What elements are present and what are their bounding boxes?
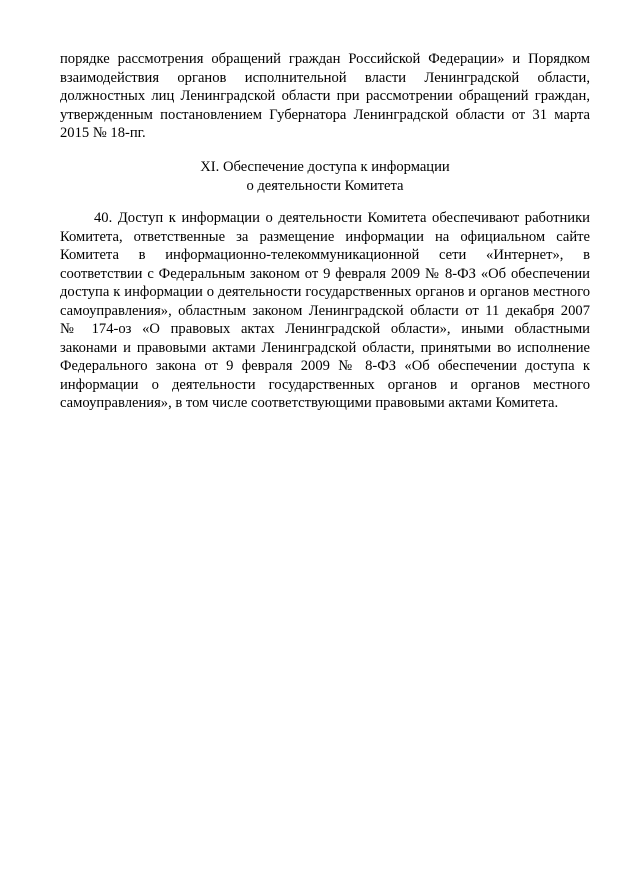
text-line: законами и правовыми актами Ленинградской области, принятыми во исполнение	[60, 339, 590, 356]
text-line: информации о деятельности государственных органов и органов местного	[60, 376, 590, 393]
text-line: порядке рассмотрения обращений граждан Российской Федерации» и Порядком	[60, 51, 590, 67]
text-line: утвержденным постановлением Губернатора Ленинградской области от 31 марта	[60, 106, 590, 123]
text-line: 2015 № 18-пг.	[60, 125, 146, 141]
text-line: Федерального закона от 9 февраля 2009 № 8-ФЗ «Об обеспечении доступа к	[60, 358, 590, 374]
text-line: Комитета в информационно-телекоммуникационной сети «Интернет», в	[60, 247, 590, 263]
text-line: 40. Доступ к информации о деятельности Комитета обеспечивают работники	[94, 210, 590, 226]
section-heading-line: XI. Обеспечение доступа к информации	[200, 159, 450, 175]
text-line: самоуправления», в том числе соответствующими правовыми актами Комитета.	[60, 395, 559, 411]
section-heading-line: о деятельности Комитета	[246, 177, 404, 194]
text-line: № 174-оз «О правовых актах Ленинградской области», иными областными	[60, 321, 590, 337]
text-line: должностных лиц Ленинградской области при рассмотрении обращений граждан,	[60, 88, 590, 104]
text-line: Комитета, ответственные за размещение информации на официальном сайте	[60, 228, 590, 245]
text-line: самоуправления», областным законом Ленинградской области от 11 декабря 2007	[60, 302, 590, 319]
paragraph-40	[60, 209, 590, 413]
section-heading	[60, 158, 590, 195]
intro-paragraph-continuation	[60, 50, 590, 143]
text-line: взаимодействия органов исполнительной власти Ленинградской области,	[60, 69, 590, 86]
text-line: соответствии с Федеральным законом от 9 февраля 2009 № 8-ФЗ «Об обеспечении	[60, 265, 590, 282]
text-line: доступа к информации о деятельности государственных органов и органов местного	[60, 284, 590, 300]
